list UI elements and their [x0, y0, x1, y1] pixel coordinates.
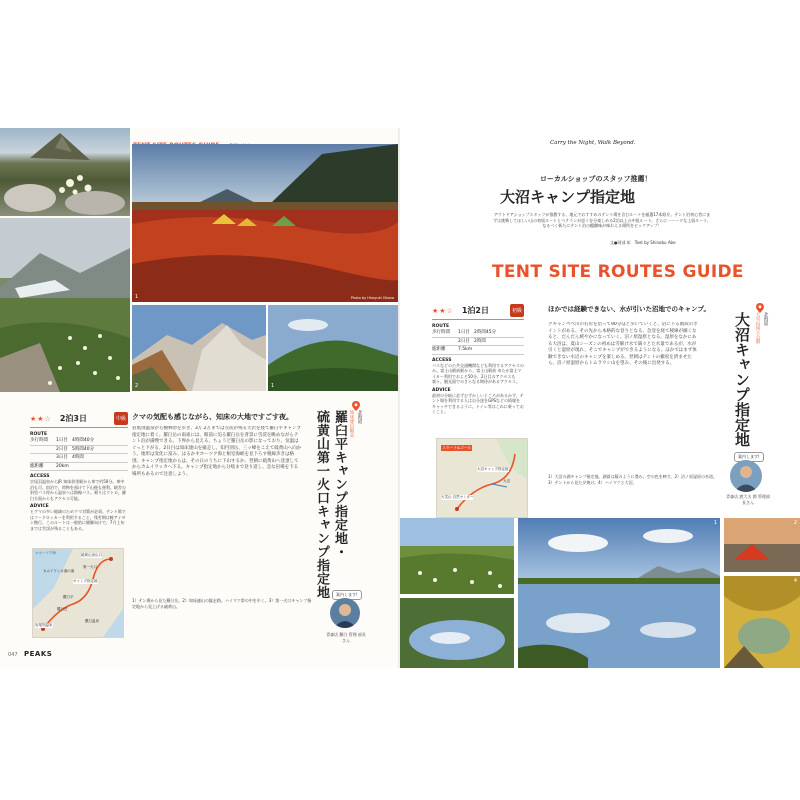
right-guide-bubble: 案内します!: [734, 452, 764, 462]
route-cell: 2時間: [474, 338, 486, 344]
access-label: ACCESS: [432, 357, 452, 363]
autumn-tent-site-illustration: [132, 144, 398, 302]
route-cell: 3日目: [56, 455, 68, 460]
route-cell: 総距離: [432, 347, 446, 352]
right-region-pin: [756, 298, 764, 308]
duration: 1泊2日: [461, 306, 489, 315]
left-lead: クマの気配も感じながら、知床の大地ですごす夜。: [132, 412, 293, 421]
photo-tent-shore: [724, 518, 800, 572]
photo-misty-meadow: [0, 218, 130, 392]
difficulty-row: [30, 412, 128, 428]
guide-heading: TENT SITE ROUTES GUIDE: [492, 262, 744, 282]
pre-title: ローカルショップのスタッフ推薦！: [540, 174, 652, 183]
map-label: 大沼: [503, 479, 510, 483]
route-cell: 4時間40分: [72, 438, 95, 443]
person-icon: [330, 598, 360, 628]
right-route-map: [436, 438, 528, 518]
left-guide-bubble: 案内します!: [332, 590, 362, 600]
route-row: [30, 446, 128, 455]
map-label: 岩尾別温泉: [35, 623, 53, 627]
route-cell: 2日目: [458, 338, 470, 344]
map-label: 羅臼岳: [57, 607, 68, 611]
left-guide-avatar: [330, 598, 360, 628]
byline: 文●阿部 彰 Text by Shinobu Abe: [610, 240, 676, 245]
person-icon: [730, 460, 762, 492]
lake-reflection-illustration: [518, 518, 720, 668]
photo-number: 1: [713, 520, 717, 526]
left-region: 北海道: [357, 410, 362, 424]
left-title-line1: 羅臼平キャンプ指定地・: [332, 410, 347, 559]
magazine-logo: PEAKS: [24, 650, 53, 658]
intro-text: アウトドアショップスタッフが推薦する、地元でおすすめのテント場を含むルートを厳選17本紹介。テント泊初心者にまずは挑戦してほしい山の初級ルートとベテランが思う存分楽しめる2泊以上の中級ルート。さらに一ーードな上級ルート、なるべく新たにテント泊の醍醐味が味わえる場所をピックアップ！: [493, 212, 711, 228]
right-body: クキャンペベ川の右岸を沿って90分ほど歩いていくと、沼に下る階段のポイントがある。その先から本格的な登りとなる。急登を経て稜線が細くなると、だんだん緩やかになっていく。沼ノ原湿原となる。湿原をなかにある大沼は、夏山シーズンの初めは雪解け水で満々とた水量であるが、水が引くと湿原が現れ、そこでキャンプができるようになる。ほかではまず体験できない水辺のキャンプを楽しめる。翌朝はテントの撤収を済ませたら、沼ノ原湿原からトムラウシ山を望み、その後に出発する。: [548, 322, 698, 366]
difficulty-stars: ★★☆: [30, 414, 52, 423]
access-label: ACCESS: [30, 474, 50, 479]
map-label: 羅臼平: [63, 595, 74, 599]
tagline: Carry the Night, Walk Beyond.: [550, 140, 636, 146]
right-title: 大沼キャンプ指定地: [733, 312, 751, 447]
route-cell: [30, 454, 56, 462]
advice-text: 最初の分岐に必ずむずかしいところがあるかず、テント場を利用する人は自分達をGPSなどの情報をキャッチできるように。トイレ等はこれに乗っておくこと。: [432, 392, 524, 414]
access-text: 宗尾羽温泉からJR 知床斜里駅から車で約50分。車中泊も可。宿泊で、荷物を預けて下山後も便利。駅舎の斜里バス停から温泉へは路線バス。帰りはウトロ、羅臼方面からもアクセス可能。: [30, 479, 126, 501]
right-lead: ほかでは経験できない、水が引いた沼地でのキャンプ。: [548, 305, 710, 313]
right-page: [400, 128, 800, 668]
map-label: 羅臼温泉: [85, 619, 99, 623]
duration: 2泊3日: [59, 414, 87, 423]
volcanic-peak-illustration: [132, 305, 266, 391]
route-row: [432, 329, 524, 338]
map-label: スタート&ゴール: [442, 445, 472, 450]
map-label: カムイワッカ湯の滝: [43, 569, 75, 573]
photo-credit: Photo by Hiroyuki Okano: [350, 296, 394, 300]
misty-meadow-illustration: [0, 218, 130, 392]
access-text: バスなどの公共交通機関なども利用するアクセスのみ。富士山駅前駅から、富士山駅前 ゆたか富士マイカー利用でおよそ50分。2日目のアクセスも楽々。観光面でのさらなる期待があるアクセス。: [432, 362, 524, 384]
route-cell: 1日目: [56, 438, 68, 443]
route-cell: 7.5km: [458, 347, 473, 352]
left-body: 岩尾別温泉から樹林帯を歩き、3万 2万までは雪渓が残る大沢を経て羅臼平キャンプ指定地に着く。羅臼岳の南東には、眼前に迫る羅臼岳を背景に雪渓を眺めながらテント泊が満喫できる。下界から見える、ちょうど羅臼岳の影になっており、気温はぐっと下がる。2日目は知床連山を縦走し、知円別岳、三ッ峰をこえて硫黄山へ向かう。地形は変化に富み、はるかオホーツク海と根室海峡を見下ろす稜線歩きは格別。キャンプ指定地からは、その日のうちに下山するか、翌朝に硫黄山へ登頂してからカムイワッカへ下る。キャンプ指定地から分岐まで登り返し、急な岩場を下る場所もあるので注意しよう。: [132, 426, 302, 477]
route-row: [432, 346, 524, 355]
photo-green-hill: [268, 305, 398, 391]
photo-autumn-tent-site: [132, 144, 398, 302]
route-cell: 5時間40分: [72, 446, 95, 452]
right-guide-name: 青森店 渡大夫 開 管理部長さん: [726, 494, 770, 505]
photo-number: 2: [793, 520, 797, 526]
advice-label: ADVICE: [432, 387, 451, 393]
route-label: ROUTE: [432, 324, 450, 329]
right-region-sub: 大雪山国立公園: [755, 312, 760, 344]
difficulty-row: [432, 304, 524, 320]
photo-volcanic-peak: [132, 305, 266, 391]
left-route-map: [32, 548, 124, 638]
route-cell: [432, 338, 458, 346]
photo-pond: [400, 598, 514, 668]
route-row: [30, 454, 128, 463]
left-region-pin: [352, 396, 360, 406]
alpine-flowers-illustration: [0, 128, 130, 216]
level-badge: 初級: [510, 304, 524, 317]
route-cell: 4時間: [72, 455, 84, 460]
route-table: [432, 329, 524, 355]
route-row: [30, 437, 128, 446]
map-label: 第一火口: [83, 565, 97, 569]
advice-label: ADVICE: [30, 504, 49, 509]
magazine-spread: [0, 128, 800, 668]
left-caption: 1）テン場から見た羅臼岳。2）知床連山の縦走路。ハイマツ帯の中を歩く。3）第一火口キャンプ指定地から見上げる硫黄山。: [132, 598, 312, 609]
map-label: 大沼キャンプ指定地: [477, 467, 509, 471]
route-table: [30, 437, 128, 471]
photo-number: 4: [793, 578, 797, 584]
map-label: オホーツク海: [35, 551, 56, 555]
pond-illustration: [400, 598, 514, 668]
left-title-line2: 硫黄山第一火口キャンプ指定地: [314, 410, 329, 599]
main-title: 大沼キャンプ指定地: [500, 188, 636, 206]
advice-text: ヒグマの多い地域のためクマ対策が必須。テント場ではフードロッカーを利用すること。残雪期は軽アイゼン携行。このルートは一般的に健脚向けで、7月上旬までは雪渓が残ることもある。: [30, 509, 126, 531]
page-number: 047: [8, 652, 18, 658]
map-label: キャンプ指定地: [73, 579, 98, 583]
route-cell: 2時間45分: [474, 330, 497, 335]
photo-number: 1: [135, 294, 139, 300]
tent-interior-illustration: [724, 576, 800, 668]
map-label: 硫黄山登山口: [81, 553, 102, 557]
photo-marsh-flowers: [400, 518, 514, 594]
route-cell: 歩行時間: [30, 438, 48, 443]
route-cell: 歩行時間: [432, 330, 450, 335]
left-page: [0, 128, 400, 668]
photo-lake-reflection: [518, 518, 720, 668]
route-cell: [30, 446, 56, 454]
route-row: [432, 338, 524, 347]
tent-shore-illustration: [724, 518, 800, 572]
right-caption: 1）大沼の湖キャンプ指定地。湖面は鏡のように澄み、空の色を映す。2）沼ノ原湿原の木道。3）テントから見た夕焼け。4）ハイマツと大沼。: [548, 474, 718, 485]
right-region: 北海道: [763, 312, 768, 326]
marsh-flowers-illustration: [400, 518, 514, 594]
route-cell: 1日目: [458, 330, 470, 335]
left-guide-name: 青森店 羅臼 管理 部長さん: [326, 632, 366, 643]
level-badge: 中級: [114, 412, 128, 425]
photo-number: 1: [271, 383, 275, 389]
difficulty-stars: ★★☆: [432, 306, 454, 315]
photo-alpine-flowers: [0, 128, 130, 216]
map-label: 大雪山 自然センター: [441, 495, 474, 499]
route-cell: 総距離: [30, 463, 44, 469]
right-guide-avatar: [730, 460, 762, 492]
route-label: ROUTE: [30, 432, 48, 437]
left-region-sub: 知床連山縦走: [349, 410, 354, 437]
route-row: [30, 463, 128, 472]
route-cell: 20km: [56, 463, 69, 469]
photo-number: 2: [135, 383, 139, 389]
green-hill-illustration: [268, 305, 398, 391]
route-cell: 2日目: [56, 446, 68, 452]
photo-tent-interior: [724, 576, 800, 668]
